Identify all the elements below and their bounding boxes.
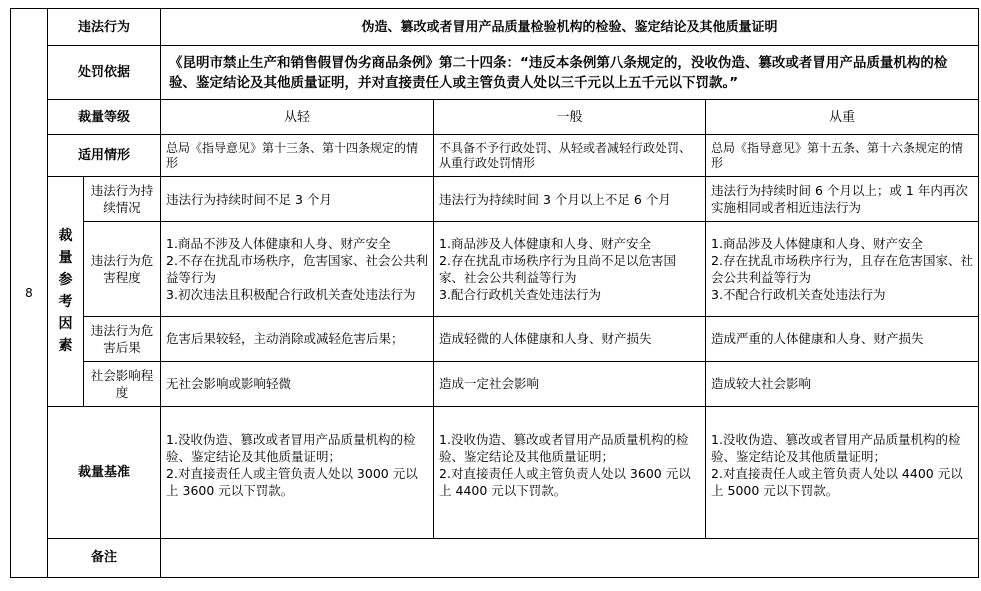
row-number: 8 [11,9,48,578]
spacer [166,499,428,513]
row-harm [11,222,979,316]
spacer [711,499,973,513]
row-remarks [11,538,979,577]
duration-light: 违法行为持续时间不足 3 个月 [161,177,434,222]
factors-label-char: 因 [58,316,73,333]
harm-heavy-item: 3.不配合行政机关查处违法行为 [711,286,886,302]
level-light: 从轻 [161,100,434,135]
benchmark-normal-item: 2.对直接责任人或主管负责人处以 3600 元以上 4400 元以下罚款。 [439,466,691,499]
row-benchmark [11,406,979,538]
spacer [439,499,700,513]
social-label: 社会影响程度 [84,361,161,406]
benchmark-light-item: 2.对直接责任人或主管负责人处以 3000 元以上 3600 元以下罚款。 [166,466,418,499]
factors-label-char: 量 [58,250,73,267]
harm-normal-item: 3.配合行政机关查处违法行为 [439,286,601,302]
benchmark-normal-item: 1.没收伪造、篡改或者冒用产品质量机构的检验、鉴定结论及其他质量证明； [439,432,689,465]
applicable-label: 适用情形 [48,135,161,177]
consequence-heavy: 造成严重的人体健康和人身、财产损失 [706,316,979,361]
factors-label-char: 素 [58,338,73,355]
basis-label: 处罚依据 [48,46,161,100]
applicable-normal: 不具备不予行政处罚、从轻或者减轻行政处罚、从重行政处罚情形 [434,135,706,177]
level-heavy: 从重 [706,100,979,135]
duration-normal: 违法行为持续时间 3 个月以上不足 6 个月 [434,177,706,222]
consequence-normal: 造成轻微的人体健康和人身、财产损失 [434,316,706,361]
harm-heavy [706,222,979,316]
basis-text: 《昆明市禁止生产和销售假冒伪劣商品条例》第二十四条：“违反本条例第八条规定的，没收伪造、篡改或者冒用产品质量机构的检验、鉴定结论及其他质量证明，并对直接责任人或主管负责人处以三千元以上五千元以下罚款。” [161,46,979,100]
harm-light-item: 2.不存在扰乱市场秩序，危害国家、社会公共利益等行为 [166,252,428,285]
social-light: 无社会影响或影响轻微 [161,361,434,406]
social-heavy: 造成较大社会影响 [706,361,979,406]
levels-label: 裁量等级 [48,100,161,135]
benchmark-normal [434,406,706,538]
row-duration [11,177,979,222]
row-violation [11,9,979,46]
harm-heavy-item: 1.商品涉及人体健康和人身、财产安全 [711,235,923,251]
consequence-light: 危害后果较轻，主动消除或减轻危害后果； [161,316,434,361]
applicable-heavy: 总局《指导意见》第十五条、第十六条规定的情形 [706,135,979,177]
harm-label: 违法行为危害程度 [84,222,161,316]
level-normal: 一般 [434,100,706,135]
harm-light-item: 1.商品不涉及人体健康和人身、财产安全 [166,235,391,251]
consequence-label: 违法行为危害后果 [84,316,161,361]
factors-label-char: 裁 [58,228,73,245]
row-consequence [11,316,979,361]
benchmark-light-item: 1.没收伪造、篡改或者冒用产品质量机构的检验、鉴定结论及其他质量证明； [166,432,416,465]
factors-label-char: 考 [58,294,73,311]
benchmark-heavy [706,406,979,538]
row-social [11,361,979,406]
benchmark-heavy-item: 2.对直接责任人或主管负责人处以 4400 元以上 5000 元以下罚款。 [711,466,963,499]
benchmark-heavy-item: 1.没收伪造、篡改或者冒用产品质量机构的检验、鉴定结论及其他质量证明； [711,432,961,465]
harm-normal-item: 2.存在扰乱市场秩序行为且尚不足以危害国家、社会公共利益等行为 [439,252,676,285]
violation-text: 伪造、篡改或者冒用产品质量检验机构的检验、鉴定结论及其他质量证明 [161,9,979,46]
row-levels [11,100,979,135]
harm-light-item: 3.初次违法且积极配合行政机关查处违法行为 [166,286,416,302]
applicable-light: 总局《指导意见》第十三条、第十四条规定的情形 [161,135,434,177]
harm-normal [434,222,706,316]
social-normal: 造成一定社会影响 [434,361,706,406]
factors-label-char: 参 [58,272,73,289]
remarks-label: 备注 [48,538,161,577]
harm-heavy-item: 2.存在扰乱市场秩序行为，且存在危害国家、社会公共利益等行为 [711,252,973,285]
harm-light [161,222,434,316]
duration-heavy: 违法行为持续时间 6 个月以上；或 1 年内再次实施相同或者相近违法行为 [706,177,979,222]
row-basis [11,46,979,100]
benchmark-light [161,406,434,538]
duration-label: 违法行为持续情况 [84,177,161,222]
benchmark-label: 裁量基准 [48,406,161,538]
penalty-discretion-table [10,8,979,578]
harm-normal-item: 1.商品涉及人体健康和人身、财产安全 [439,235,651,251]
remarks-text [161,538,979,577]
factors-label [48,177,84,406]
violation-label: 违法行为 [48,9,161,46]
row-applicable [11,135,979,177]
